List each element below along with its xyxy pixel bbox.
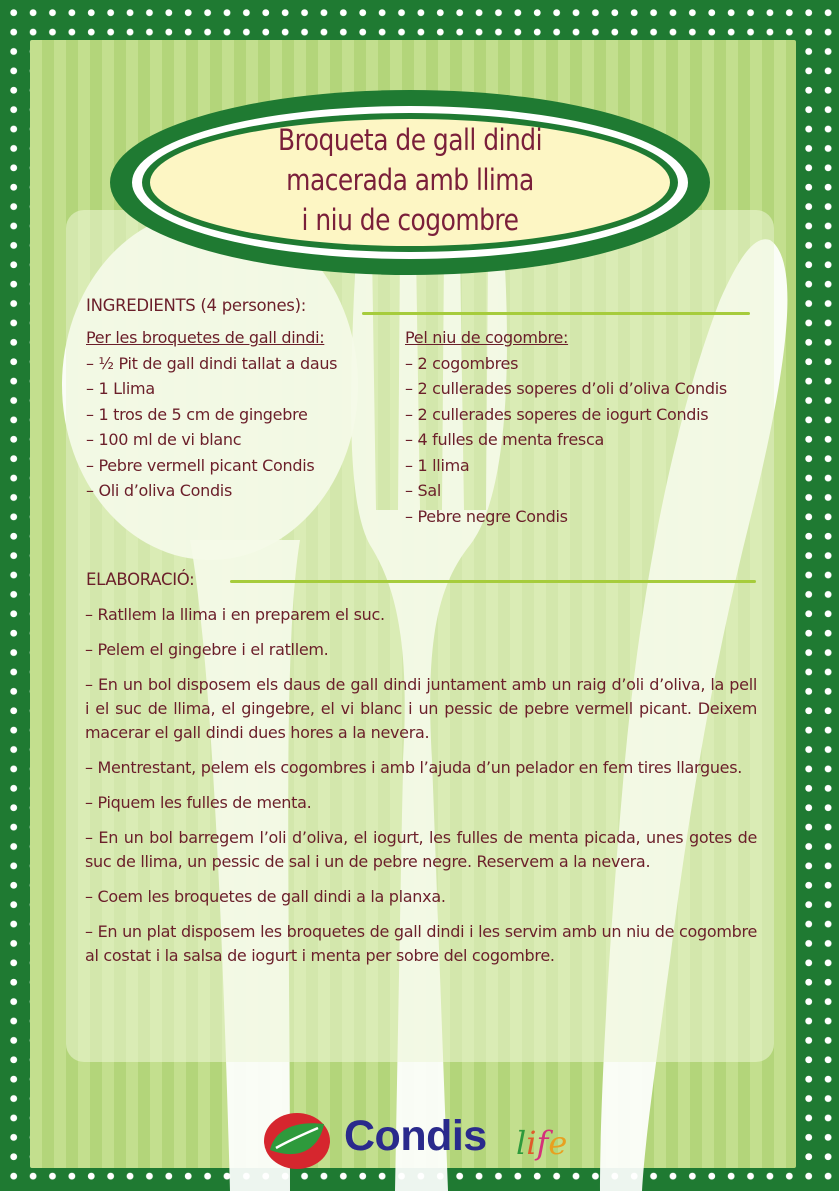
ingredient-item: – 2 cullerades soperes de iogurt Condis	[405, 404, 709, 424]
step-item: – Ratllem la llima i en preparem el suc.	[85, 605, 385, 624]
logo-leaf-icon	[262, 1110, 332, 1172]
ingredients-heading: INGREDIENTS (4 persones):	[86, 296, 307, 315]
ingredient-item: – 1 llima	[405, 455, 470, 475]
ingredient-item: – 1 tros de 5 cm de gingebre	[86, 404, 308, 424]
logo-wordmark: Condis	[344, 1112, 487, 1160]
title-line-1: Broqueta de gall dindi	[277, 123, 543, 157]
logo-letter: l	[516, 1124, 527, 1162]
ingredient-item: – 1 Llima	[86, 379, 155, 398]
ingredients-rule	[362, 312, 750, 315]
ingredient-item: – 100 ml de vi blanc	[86, 430, 242, 449]
title-line-2: macerada amb llima	[286, 163, 534, 197]
ingredient-item: – 2 cullerades soperes d’oli d’oliva Condis	[405, 379, 727, 398]
step-item: – En un bol barregem l’oli d’oliva, el iogurt, les fulles de menta picada, unes gotes de suc de llima, un pessic de sal i un de pebre negre. Reservem a la nevera.	[85, 828, 757, 871]
ingredient-item: – 4 fulles de menta fresca	[405, 430, 604, 449]
logo-letter: e	[548, 1124, 568, 1162]
ingredients-right-subheading: Pel niu de cogombre:	[405, 328, 569, 347]
ingredients-left-subheading: Per les broquetes de gall dindi:	[86, 328, 325, 347]
step-item: – Coem les broquetes de gall dindi a la planxa.	[85, 887, 446, 906]
ingredients-left-column	[86, 325, 337, 504]
step-item: – Pelem el gingebre i el ratllem.	[85, 640, 329, 659]
ingredient-item: – Oli d’oliva Condis	[86, 481, 232, 500]
condis-life-logo	[262, 1110, 592, 1172]
ingredient-item: – Pebre negre Condis	[405, 506, 568, 526]
recipe-title	[186, 120, 633, 240]
ingredients-right-column	[405, 325, 727, 529]
elaboracio-heading: ELABORACIÓ:	[86, 570, 195, 589]
logo-letter: f	[536, 1124, 549, 1162]
ingredient-item: – ½ Pit de gall dindi tallat a daus	[86, 353, 338, 373]
step-item: – En un bol disposem els daus de gall dindi juntament amb un raig d’oli d’oliva, la pell i el suc de llima, el gingebre, el vi blanc i un pessic de pebre vermell picant. Deixem macerar el gall dindi dues hores a la nevera.	[85, 675, 757, 742]
step-item: – Piquem les fulles de menta.	[85, 793, 312, 812]
logo-letter: i	[526, 1124, 537, 1162]
elaboracio-rule	[230, 580, 756, 583]
step-item: – En un plat disposem les broquetes de gall dindi i les servim amb un niu de cogombre al costat i la salsa de iogurt i menta per sobre del cogombre.	[85, 922, 757, 965]
step-item: – Mentrestant, pelem els cogombres i amb l’ajuda d’un pelador en fem tires llargues.	[85, 758, 743, 777]
ingredient-item: – Pebre vermell picant Condis	[86, 455, 315, 475]
elaboracio-steps	[85, 603, 757, 979]
ingredient-item: – 2 cogombres	[405, 353, 519, 373]
title-line-3: i niu de cogombre	[301, 203, 519, 237]
logo-life-suffix	[516, 1124, 567, 1162]
ingredient-item: – Sal	[405, 481, 441, 500]
